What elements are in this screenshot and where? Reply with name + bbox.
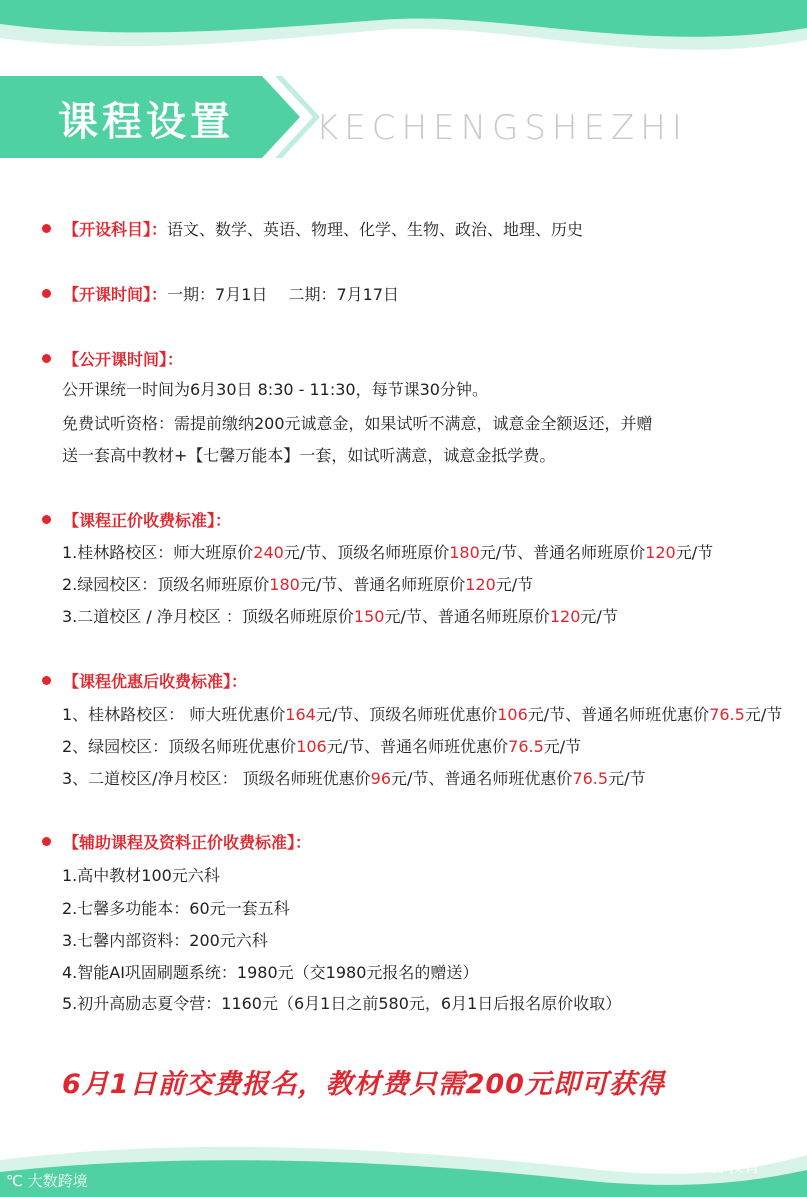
section-start-time xyxy=(42,282,399,305)
line-text: 3.二道校区 / 净月校区 ：顶级名师班原价 xyxy=(62,607,354,626)
bullet-dot xyxy=(42,676,51,685)
section-open-class xyxy=(42,347,183,370)
open-class-line: 免费试听资格：需提前缴纳200元诚意金，如果试听不满意，诚意金全额返还，并赠 xyxy=(62,414,653,433)
page-subtitle: KECHENGSHEZHI xyxy=(316,108,688,148)
price-value: 76.5 xyxy=(508,737,544,756)
materials-line: 4.智能AI巩固刷题系统：1980元（交1980元报名的赠送） xyxy=(62,963,479,982)
materials-label: 【辅助课程及资料正价收费标准】： xyxy=(63,833,312,852)
line-text: 元/节 xyxy=(744,705,783,724)
start-time-value: 一期：7月1日 二期：7月17日 xyxy=(167,285,400,304)
price-value: 240 xyxy=(253,543,284,562)
price-value: 164 xyxy=(285,705,316,724)
watermark-left xyxy=(6,1170,88,1191)
line-text: 2.绿园校区：顶级名师班原价 xyxy=(62,575,270,594)
watermark-left-text: 大数跨境 xyxy=(27,1172,88,1190)
regular-price-line xyxy=(62,572,533,595)
line-text: 1、桂林路校区： 师大班优惠价 xyxy=(62,705,286,724)
price-value: 106 xyxy=(497,705,528,724)
price-value: 180 xyxy=(269,575,300,594)
regular-price-line xyxy=(62,604,618,627)
watermark-right xyxy=(672,1152,761,1177)
line-text: 2、绿园校区：顶级名师班优惠价 xyxy=(62,737,297,756)
section-materials xyxy=(42,830,311,853)
price-value: 120 xyxy=(549,607,581,626)
materials-line: 3.七馨内部资料：200元六科 xyxy=(62,931,268,950)
price-value: 180 xyxy=(449,543,480,562)
price-value: 76.5 xyxy=(572,769,609,788)
line-text: 元/节、顶级名师班优惠价 xyxy=(315,705,498,724)
regular-price-line xyxy=(62,540,713,563)
line-text: 1.桂林路校区：师大班原价 xyxy=(62,543,254,562)
price-value: 120 xyxy=(645,543,676,562)
line-text: 元/节 xyxy=(580,607,618,626)
start-time-label: 【开课时间】： xyxy=(63,285,168,304)
page-title: 课程设置 xyxy=(58,99,234,145)
line-text: 元/节、普通名师班原价 xyxy=(384,607,550,626)
top-wave-decoration xyxy=(0,0,807,60)
open-class-label: 【公开课时间】： xyxy=(63,350,184,369)
line-text: 元/节、普通名师班原价 xyxy=(299,575,466,594)
discount-price-label: 【课程优惠后收费标准】： xyxy=(63,672,248,691)
bullet-dot xyxy=(42,224,51,233)
price-value: 120 xyxy=(465,575,496,594)
section-regular-price xyxy=(42,508,231,531)
price-value: 106 xyxy=(296,737,327,756)
line-text: 元/节、普通名师班优惠价 xyxy=(326,737,509,756)
discount-price-line xyxy=(62,734,581,757)
regular-price-label: 【课程正价收费标准】： xyxy=(63,511,232,530)
wechat-icon: ⚇ xyxy=(672,1157,693,1177)
line-text: 元/节 xyxy=(608,769,646,788)
section-subjects xyxy=(42,217,583,240)
discount-price-line xyxy=(62,766,645,789)
subjects-label: 【开设科目】： xyxy=(63,220,168,239)
section-discount-price xyxy=(42,669,247,692)
logo-icon: ℃ xyxy=(6,1172,28,1190)
line-text: 元/节、普通名师班优惠价 xyxy=(391,769,573,788)
line-text: 元/节 xyxy=(543,737,582,756)
line-text: 元/节 xyxy=(675,543,714,562)
price-value: 150 xyxy=(353,607,385,626)
materials-line: 2.七馨多功能本：60元一套五科 xyxy=(62,899,290,918)
materials-line: 1.高中教材100元六科 xyxy=(62,866,220,885)
price-value: 96 xyxy=(370,769,392,788)
open-class-line: 公开课统一时间为6月30日 8:30 - 11:30，每节课30分钟。 xyxy=(62,380,488,399)
bullet-dot xyxy=(42,354,51,363)
line-text: 元/节、普通名师班优惠价 xyxy=(527,705,710,724)
line-text: 元/节 xyxy=(495,575,534,594)
open-class-line: 送一套高中教材+【七馨万能本】一套，如试听满意，诚意金抵学费。 xyxy=(62,446,556,465)
promo-callout: 6月1日前交费报名，教材费只需200元即可获得 xyxy=(62,1069,665,1100)
materials-line: 5.初升高励志夏令营：1160元（6月1日之前580元，6月1日后报名原价收取） xyxy=(62,994,622,1013)
bullet-dot xyxy=(42,837,51,846)
price-value: 76.5 xyxy=(709,705,745,724)
bullet-dot xyxy=(42,289,51,298)
bullet-dot xyxy=(42,515,51,524)
line-text: 3、二道校区/净月校区： 顶级名师班优惠价 xyxy=(62,769,371,788)
line-text: 元/节、普通名师班原价 xyxy=(479,543,646,562)
discount-price-line xyxy=(62,702,782,725)
watermark-right-text: 七馨教育 xyxy=(692,1157,761,1177)
line-text: 元/节、顶级名师班原价 xyxy=(283,543,450,562)
subjects-value: 语文、数学、英语、物理、化学、生物、政治、地理、历史 xyxy=(167,220,584,239)
